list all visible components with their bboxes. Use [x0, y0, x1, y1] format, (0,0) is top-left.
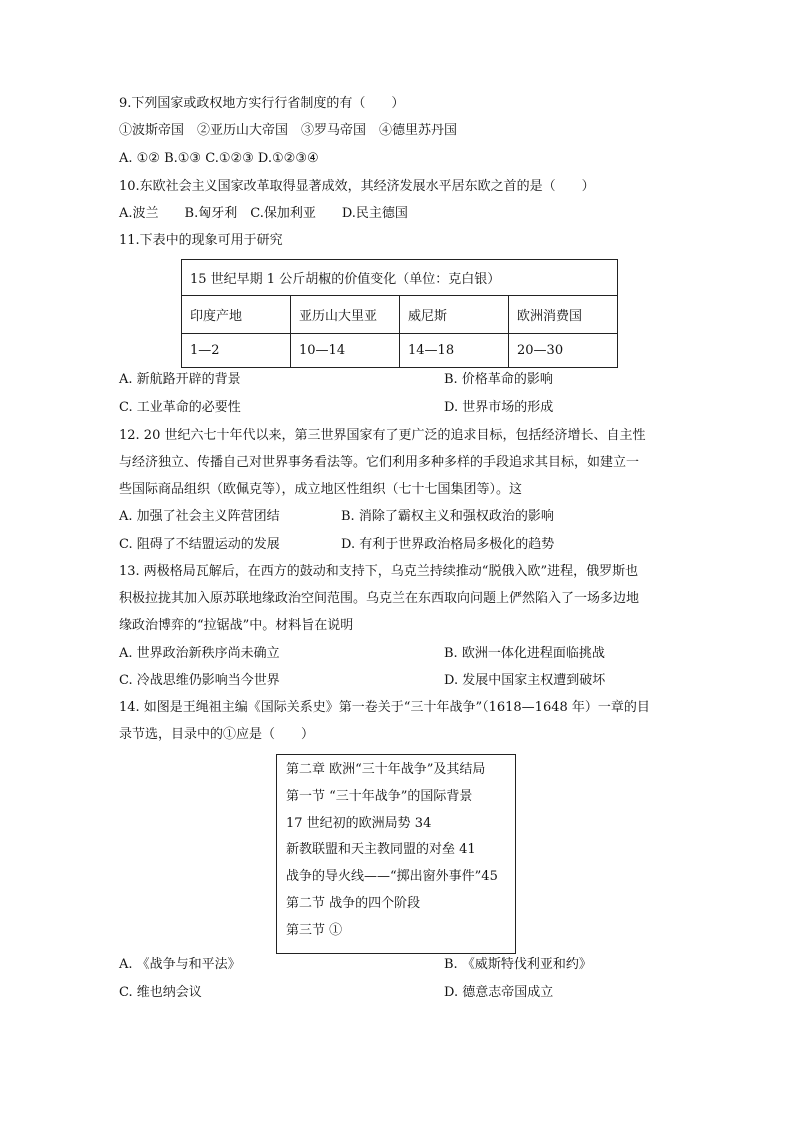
q14-option-a: A. 《战争与和平法》	[119, 957, 241, 972]
toc-line: 第一节 “三十年战争”的国际背景	[286, 789, 473, 804]
q13-option-a: A. 世界政治新秩序尚未确立	[119, 646, 280, 661]
q11-table-cell: 1—2	[182, 334, 291, 368]
q14-option-d: D. 德意志帝国成立	[444, 985, 554, 1000]
q11-option-a: A. 新航路开辟的背景	[119, 372, 241, 387]
q11-option-d: D. 世界市场的形成	[444, 400, 554, 415]
q11-option-c: C. 工业革命的必要性	[119, 400, 241, 415]
q13-option-b: B. 欧洲一体化进程面临挑战	[444, 646, 605, 661]
q11-table-caption: 15 世纪早期 1 公斤胡椒的价值变化（单位：克白银）	[182, 260, 618, 296]
q11-table-header: 亚历山大里亚	[291, 296, 400, 334]
toc-line: 第二章 欧洲“三十年战争”及其结局	[286, 762, 486, 777]
q13-option-d: D. 发展中国家主权遭到破坏	[444, 673, 606, 688]
q14-line: 14. 如图是王绳祖主编《国际关系史》第一卷关于“三十年战争”（1618—1648 年）一章的目	[119, 700, 650, 715]
toc-line: 第三节 ①	[286, 923, 343, 938]
q11-table-header: 威尼斯	[400, 296, 509, 334]
q12-option-c: C. 阻碍了不结盟运动的发展	[119, 537, 280, 552]
q12-line: 些国际商品组织（欧佩克等），成立地区性组织（七十七国集团等）。这	[119, 482, 523, 497]
toc-line: 战争的导火线——“掷出窗外事件”45	[286, 869, 498, 884]
toc-line: 17 世纪初的欧洲局势 34	[286, 816, 432, 831]
q11-table-cell: 10—14	[291, 334, 400, 368]
q12-option-a: A. 加强了社会主义阵营团结	[119, 509, 280, 524]
q12-line: 与经济独立、传播自己对世界事务看法等。它们利用多种多样的手段追求其目标，如建立一	[119, 455, 640, 470]
q12-line: 12. 20 世纪六七十年代以来，第三世界国家有了更广泛的追求目标，包括经济增长、自主性	[119, 428, 646, 443]
q11-table-header: 欧洲消费国	[509, 296, 618, 334]
q13-option-c: C. 冷战思维仍影响当今世界	[119, 673, 280, 688]
q11-stem: 11.下表中的现象可用于研究	[119, 233, 283, 248]
q12-option-d: D. 有利于世界政治格局多极化的趋势	[341, 537, 555, 552]
q14-option-c: C. 维也纳会议	[119, 985, 202, 1000]
q13-line: 缘政治博弈的“拉锯战”中。材料旨在说明	[119, 618, 354, 633]
q12-option-b: B. 消除了霸权主义和强权政治的影响	[341, 509, 554, 524]
q13-line: 积极拉拢其加入原苏联地缘政治空间范围。乌克兰在东西取向问题上俨然陷入了一场多边地	[119, 591, 640, 606]
q9-options: A. ①② B.①③ C.①②③ D.①②③④	[119, 151, 319, 166]
q11-table-header: 印度产地	[182, 296, 291, 334]
q13-line: 13. 两极格局瓦解后，在西方的鼓动和支持下，乌克兰持续推动“脱俄入欧”进程，俄罗斯也	[119, 564, 639, 579]
q11-table-cell: 20—30	[509, 334, 618, 368]
toc-line: 新教联盟和天主教同盟的对垒 41	[286, 842, 476, 857]
q10-stem: 10.东欧社会主义国家改革取得显著成效，其经济发展水平居东欧之首的是（ ）	[119, 179, 595, 194]
q9-stem: 9.下列国家或政权地方实行行省制度的有（ ）	[119, 96, 405, 111]
q11-table	[181, 259, 618, 368]
q14-option-b: B. 《威斯特伐利亚和约》	[444, 957, 592, 972]
q9-items: ①波斯帝国 ②亚历山大帝国 ③罗马帝国 ④德里苏丹国	[119, 123, 458, 138]
toc-line: 第二节 战争的四个阶段	[286, 896, 421, 911]
q14-table-of-contents	[276, 754, 516, 954]
q11-option-b: B. 价格革命的影响	[444, 372, 553, 387]
q11-table-cell: 14—18	[400, 334, 509, 368]
q10-options: A.波兰 B.匈牙利 C.保加利亚 D.民主德国	[119, 206, 408, 221]
q14-line: 录节选，目录中的①应是（ ）	[119, 727, 315, 742]
